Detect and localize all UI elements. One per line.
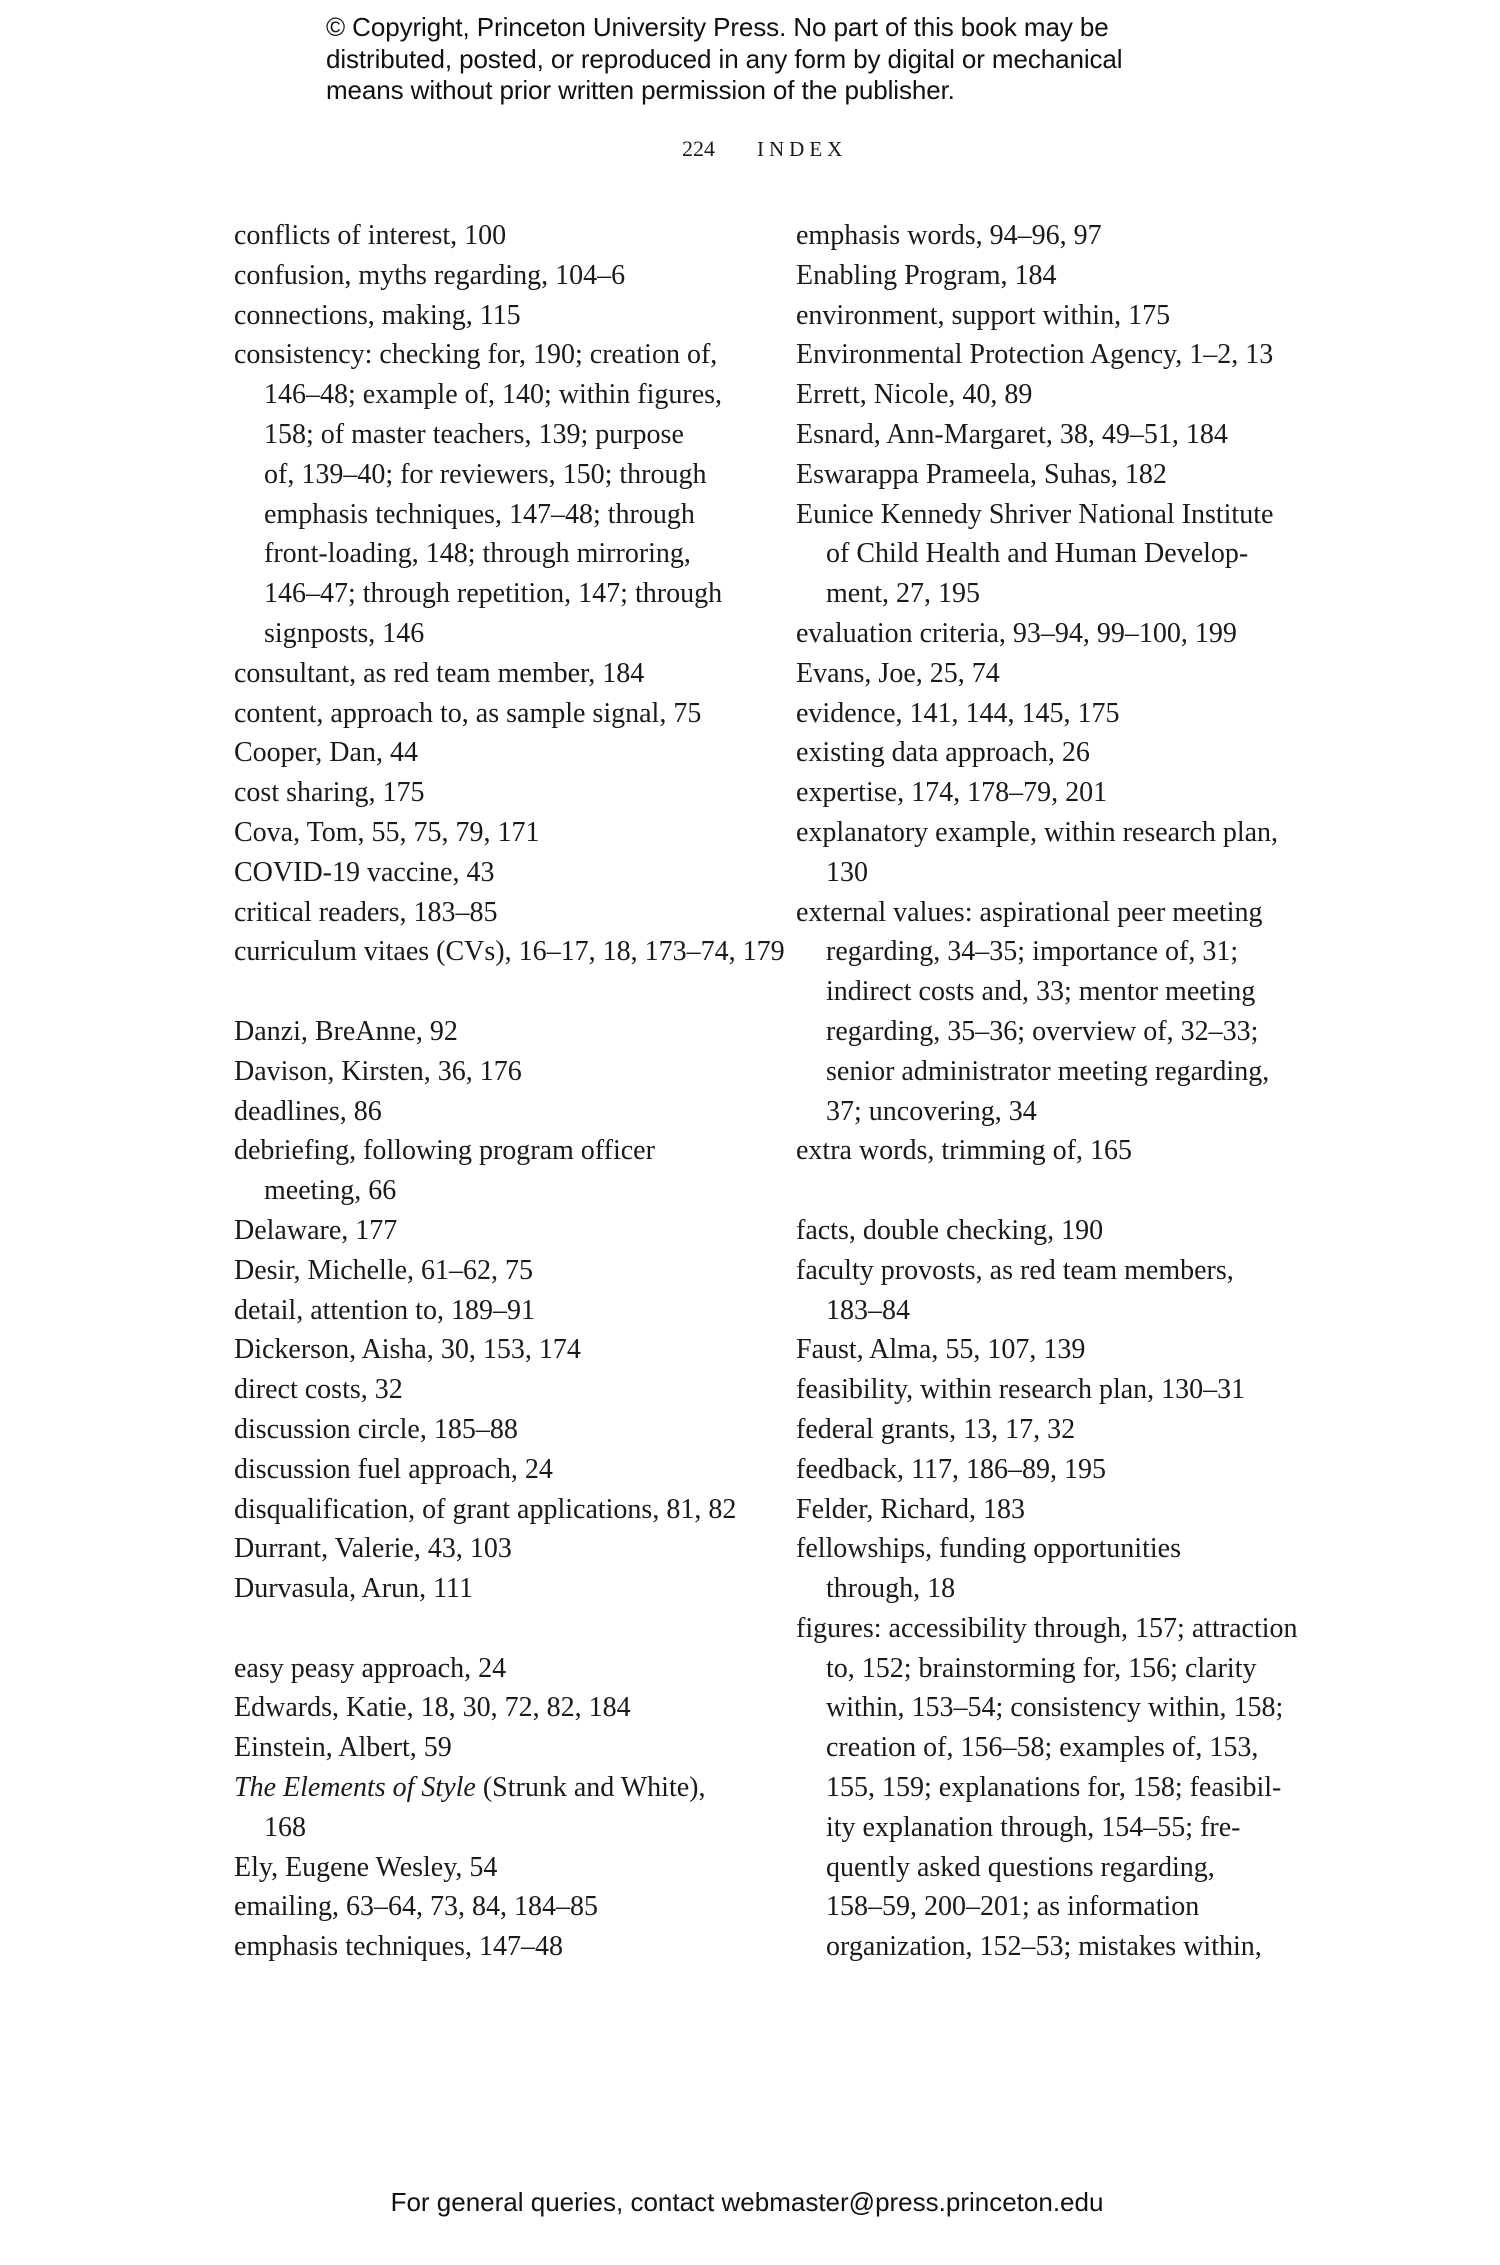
- index-entry: [796, 893, 1336, 933]
- index-entry-continuation: [796, 1012, 1336, 1052]
- index-entry-text: 130: [826, 856, 868, 888]
- index-entry: [234, 1211, 754, 1251]
- index-entry-continuation: [234, 1808, 754, 1848]
- index-entry-text: discussion circle, 185–88: [234, 1413, 518, 1445]
- index-entry-text: of Child Health and Human Develop-: [826, 538, 1249, 570]
- index-entry-text: consultant, as red team member, 184: [234, 657, 645, 689]
- index-entry-text: deadlines, 86: [234, 1095, 382, 1127]
- index-entry-continuation: [234, 415, 754, 455]
- index-entry-text: creation of, 156–58; examples of, 153,: [826, 1732, 1259, 1764]
- index-entry: [796, 1251, 1336, 1291]
- copyright-line: © Copyright, Princeton University Press. No part of this book may be: [326, 12, 1109, 42]
- index-entry-text: Enabling Program, 184: [796, 259, 1057, 291]
- index-entry-continuation: [796, 932, 1336, 972]
- index-entry-text: Durvasula, Arun, 111: [234, 1573, 473, 1605]
- index-entry: [796, 813, 1336, 853]
- index-entry-text: content, approach to, as sample signal, 75: [234, 697, 702, 729]
- index-entry-text: Faust, Alma, 55, 107, 139: [796, 1334, 1086, 1366]
- index-entry-text: meeting, 66: [264, 1175, 397, 1207]
- index-entry: [234, 773, 754, 813]
- index-entry-text: signposts, 146: [264, 617, 425, 649]
- section-spacer: [796, 1171, 1336, 1211]
- index-entry-text: extra words, trimming of, 165: [796, 1135, 1132, 1167]
- book-title: The Elements of Style: [234, 1772, 476, 1804]
- index-entry-text: 146–47; through repetition, 147; through: [264, 578, 723, 610]
- index-entry-continuation: [796, 1768, 1336, 1808]
- index-entry-continuation: [234, 375, 754, 415]
- index-entry-text: Cooper, Dan, 44: [234, 737, 418, 769]
- index-entry: [796, 1490, 1336, 1530]
- index-entry-text: within, 153–54; consistency within, 158;: [826, 1692, 1284, 1724]
- index-entry-continuation: [796, 1927, 1336, 1967]
- page-number: 224: [682, 136, 715, 161]
- index-entry-continuation: [796, 574, 1336, 614]
- index-entry: [234, 1728, 754, 1768]
- index-entry-text: Desir, Michelle, 61–62, 75: [234, 1254, 534, 1286]
- index-entry-text: emphasis techniques, 147–48: [234, 1931, 563, 1963]
- index-entry-text: 158; of master teachers, 139; purpose: [264, 418, 684, 450]
- section-spacer: [234, 1609, 754, 1649]
- index-entry: [234, 853, 754, 893]
- index-entry: [234, 1410, 754, 1450]
- index-entry-text: regarding, 35–36; overview of, 32–33;: [826, 1015, 1259, 1047]
- index-entry: [234, 733, 754, 773]
- index-entry-text: 155, 159; explanations for, 158; feasibil-: [826, 1772, 1282, 1804]
- footer-text: For general queries, contact webmaster@press.princeton.edu: [390, 2187, 1104, 2217]
- index-entry-text: cost sharing, 175: [234, 777, 425, 809]
- index-entry-text: Eunice Kennedy Shriver National Institute: [796, 498, 1274, 530]
- index-entry: [234, 1450, 754, 1490]
- index-entry-text: fellowships, funding opportunities: [796, 1533, 1181, 1565]
- index-entry-continuation: [234, 495, 754, 535]
- index-entry-continuation: [796, 1887, 1336, 1927]
- index-entry-text: feasibility, within research plan, 130–31: [796, 1374, 1246, 1406]
- index-entry-continuation: [796, 1848, 1336, 1888]
- index-entry: [234, 1569, 754, 1609]
- index-column-left: [234, 216, 785, 1967]
- index-entry-continuation: [234, 534, 754, 574]
- index-entry-text: feedback, 117, 186–89, 195: [796, 1453, 1106, 1485]
- index-entry-text: emphasis words, 94–96, 97: [796, 220, 1102, 251]
- index-entry-text: Felder, Richard, 183: [796, 1493, 1026, 1525]
- index-entry: [234, 813, 754, 853]
- index-entry-text: regarding, 34–35; importance of, 31;: [826, 936, 1239, 968]
- index-entry-continuation: [796, 1569, 1336, 1609]
- index-entry: [796, 1370, 1336, 1410]
- copyright-line: distributed, posted, or reproduced in any form by digital or mechanical: [326, 43, 1123, 74]
- index-entry: [796, 1330, 1336, 1370]
- index-entry: [796, 694, 1336, 734]
- index-column-right: [796, 216, 1336, 1967]
- index-entry-text: facts, double checking, 190: [796, 1214, 1104, 1246]
- index-entry-text: debriefing, following program officer: [234, 1135, 655, 1167]
- index-entry-text: direct costs, 32: [234, 1374, 403, 1406]
- index-entry-continuation: [796, 1092, 1336, 1132]
- index-entry-text: connections, making, 115: [234, 299, 521, 331]
- index-entry-text: disqualification, of grant applications, 81, 82: [234, 1493, 737, 1525]
- index-entry-text: 37; uncovering, 34: [826, 1095, 1037, 1127]
- index-entry-continuation: [796, 1688, 1336, 1728]
- index-entry-text: organization, 152–53; mistakes within,: [826, 1931, 1262, 1963]
- index-entry: [234, 1688, 754, 1728]
- index-entry: [234, 1291, 754, 1331]
- index-entry-text: environment, support within, 175: [796, 299, 1171, 331]
- index-entry-text: expertise, 174, 178–79, 201: [796, 777, 1108, 809]
- index-entry: [796, 614, 1336, 654]
- index-entry-text: existing data approach, 26: [796, 737, 1090, 769]
- index-entry-continuation: [796, 1728, 1336, 1768]
- index-entry-text: indirect costs and, 33; mentor meeting: [826, 976, 1256, 1008]
- index-entry-text: senior administrator meeting regarding,: [826, 1055, 1270, 1087]
- index-entry: [234, 256, 754, 296]
- index-entry-text: 168: [264, 1811, 306, 1843]
- index-entry-text: detail, attention to, 189–91: [234, 1294, 535, 1326]
- index-entry-text: confusion, myths regarding, 104–6: [234, 259, 626, 291]
- index-entry-text: Dickerson, Aisha, 30, 153, 174: [234, 1334, 581, 1366]
- index-entry: [796, 216, 1336, 256]
- index-entry: [234, 1012, 754, 1052]
- index-entry: [234, 1768, 754, 1808]
- index-entry: [234, 1131, 754, 1171]
- section-title: INDEX: [757, 137, 848, 161]
- index-entry-continuation: [796, 1291, 1336, 1331]
- index-entry-continuation: [796, 1808, 1336, 1848]
- index-entry-continuation: [234, 455, 754, 495]
- section-spacer: [234, 972, 754, 1012]
- index-entry-text: Davison, Kirsten, 36, 176: [234, 1055, 522, 1087]
- index-entry: [796, 733, 1336, 773]
- index-entry: [796, 335, 1336, 375]
- index-entry-text: of, 139–40; for reviewers, 150; through: [264, 458, 707, 490]
- index-entry-text: evidence, 141, 144, 145, 175: [796, 697, 1120, 729]
- index-entry: [796, 1131, 1336, 1171]
- index-entry: [234, 654, 754, 694]
- index-entry: [796, 773, 1336, 813]
- footer-contact: [0, 2186, 1500, 2218]
- index-entry-continuation: [796, 853, 1336, 893]
- index-entry-text: consistency: checking for, 190; creation of,: [234, 339, 718, 371]
- index-entry: [234, 1887, 754, 1927]
- index-entry: [796, 415, 1336, 455]
- index-entry: [234, 694, 754, 734]
- index-entry-text: 146–48; example of, 140; within figures,: [264, 379, 723, 411]
- index-entry-text: Durrant, Valerie, 43, 103: [234, 1533, 512, 1565]
- index-entry: [234, 893, 754, 933]
- index-entry: [796, 1609, 1336, 1649]
- index-entry-text: (Strunk and White),: [475, 1772, 706, 1804]
- index-entry-text: evaluation criteria, 93–94, 99–100, 199: [796, 617, 1237, 649]
- index-entry-text: figures: accessibility through, 157; attraction: [796, 1612, 1298, 1644]
- index-entry-text: emphasis techniques, 147–48; through: [264, 498, 695, 530]
- index-entry-text: conflicts of interest, 100: [234, 220, 507, 251]
- index-entry-text: quently asked questions regarding,: [826, 1851, 1215, 1883]
- index-entry-text: through, 18: [826, 1573, 956, 1605]
- copyright-notice: [326, 12, 1226, 107]
- index-entry: [796, 256, 1336, 296]
- index-entry-continuation: [796, 534, 1336, 574]
- index-entry: [796, 1450, 1336, 1490]
- index-entry: [234, 1490, 754, 1530]
- index-entry: [234, 1330, 754, 1370]
- index-entry-continuation: [234, 574, 754, 614]
- copyright-line: means without prior written permission of the publisher.: [326, 75, 955, 105]
- index-entry-text: Environmental Protection Agency, 1–2, 13: [796, 339, 1274, 371]
- index-entry: [234, 1052, 754, 1092]
- index-entry-text: Einstein, Albert, 59: [234, 1732, 452, 1764]
- index-entry-continuation: [796, 972, 1336, 1012]
- index-entry: [234, 216, 754, 256]
- index-entry: [234, 1848, 754, 1888]
- index-entry-continuation: [234, 1171, 754, 1211]
- index-entry-text: to, 152; brainstorming for, 156; clarity: [826, 1652, 1257, 1684]
- index-entry-text: easy peasy approach, 24: [234, 1652, 507, 1684]
- index-entry-text: faculty provosts, as red team members,: [796, 1254, 1234, 1286]
- index-entry: [796, 455, 1336, 495]
- index-entry-continuation: [796, 1649, 1336, 1689]
- index-entry-text: Evans, Joe, 25, 74: [796, 657, 1000, 689]
- index-entry: [234, 335, 754, 375]
- index-entry-text: COVID-19 vaccine, 43: [234, 856, 495, 888]
- index-entry-text: 158–59, 200–201; as information: [826, 1891, 1200, 1923]
- index-entry-text: 183–84: [826, 1294, 910, 1326]
- index-entry: [234, 1251, 754, 1291]
- index-entry: [234, 1649, 754, 1689]
- index-entry: [234, 1370, 754, 1410]
- index-entry-text: ity explanation through, 154–55; fre-: [826, 1811, 1241, 1843]
- index-entry-text: critical readers, 183–85: [234, 896, 498, 928]
- index-entry: [796, 296, 1336, 336]
- index-entry: [796, 654, 1336, 694]
- index-entry-text: Esnard, Ann-Margaret, 38, 49–51, 184: [796, 418, 1228, 450]
- index-entry-text: Ely, Eugene Wesley, 54: [234, 1851, 498, 1883]
- index-entry-text: Cova, Tom, 55, 75, 79, 171: [234, 816, 540, 848]
- index-entry: [234, 932, 785, 972]
- index-entry: [234, 1092, 754, 1132]
- index-entry: [234, 1529, 754, 1569]
- index-entry-text: front-loading, 148; through mirroring,: [264, 538, 691, 570]
- index-entry-text: Eswarappa Prameela, Suhas, 182: [796, 458, 1167, 490]
- index-entry: [234, 296, 754, 336]
- index-entry-text: federal grants, 13, 17, 32: [796, 1413, 1076, 1445]
- index-entry: [796, 495, 1336, 535]
- index-entry: [796, 1211, 1336, 1251]
- index-entry-text: Edwards, Katie, 18, 30, 72, 82, 184: [234, 1692, 631, 1724]
- index-entry: [796, 1529, 1336, 1569]
- index-entry: [234, 1927, 754, 1967]
- index-entry-text: curriculum vitaes (CVs), 16–17, 18, 173–74, 179: [234, 936, 785, 968]
- index-entry-text: ment, 27, 195: [826, 578, 980, 610]
- index-entry-text: Delaware, 177: [234, 1214, 398, 1246]
- index-entry-text: explanatory example, within research plan,: [796, 816, 1279, 848]
- index-entry-text: external values: aspirational peer meeting: [796, 896, 1263, 928]
- index-entry-text: Danzi, BreAnne, 92: [234, 1015, 458, 1047]
- index-entry: [796, 1410, 1336, 1450]
- index-entry-text: emailing, 63–64, 73, 84, 184–85: [234, 1891, 598, 1923]
- index-entry: [796, 375, 1336, 415]
- index-entry-text: Errett, Nicole, 40, 89: [796, 379, 1033, 411]
- index-entry-text: discussion fuel approach, 24: [234, 1453, 553, 1485]
- index-entry-continuation: [796, 1052, 1336, 1092]
- index-entry-continuation: [234, 614, 754, 654]
